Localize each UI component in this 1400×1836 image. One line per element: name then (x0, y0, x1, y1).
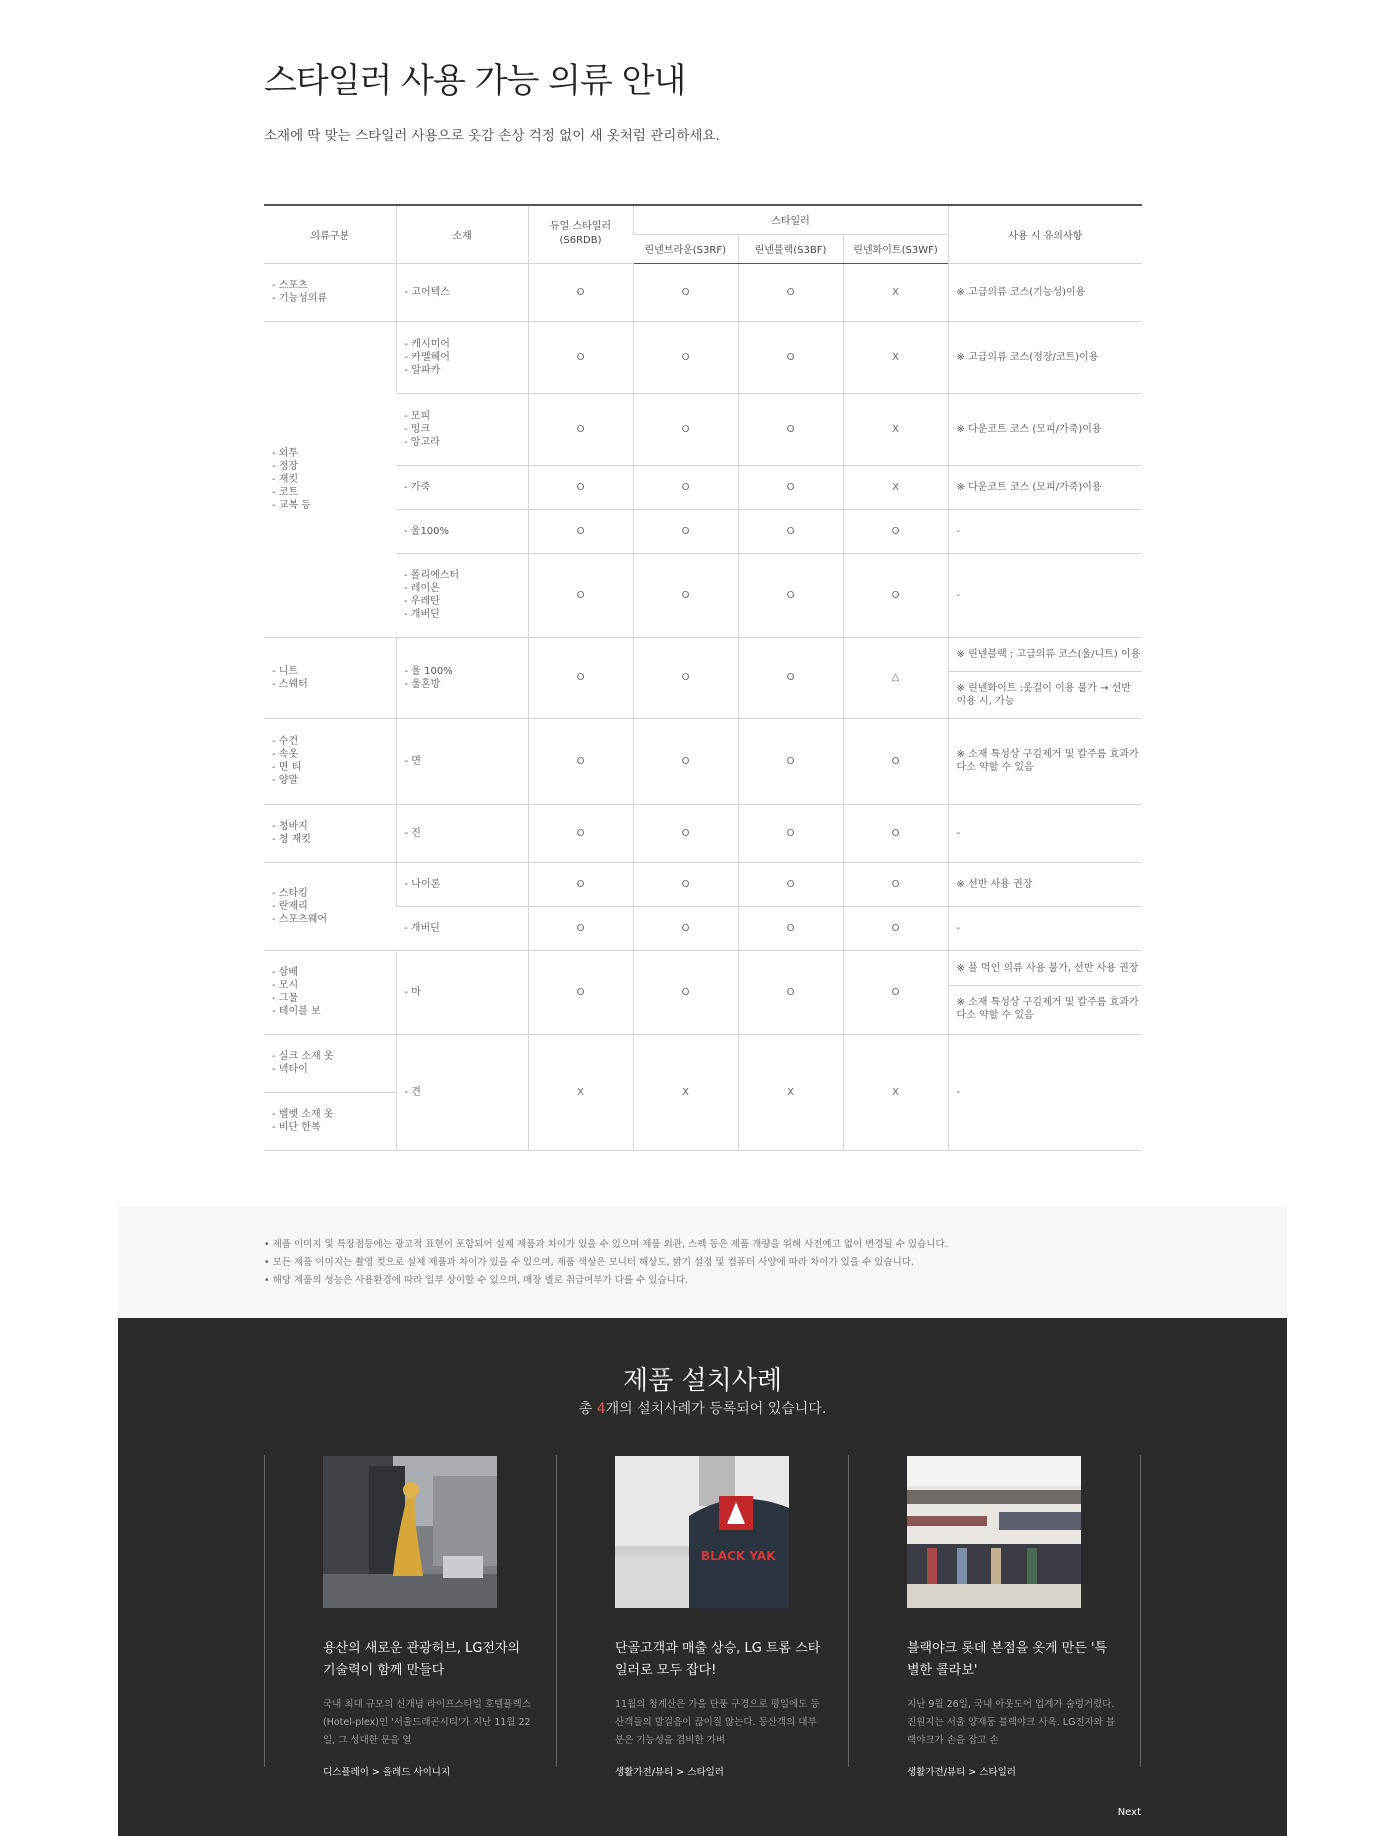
page-subtitle: 소재에 딱 맞는 스타일러 사용으로 옷감 손상 걱정 없이 새 옷처럼 관리하세요. (264, 128, 720, 144)
case-description: 국내 최대 규모의 신개념 라이프스타일 호텔플렉스(Hotel-plex)인 '서울드래곤시티'가 지난 11월 22일, 그 성대한 문을 열 (323, 1699, 531, 1746)
table-row (264, 263, 1142, 321)
compat-mark: O (738, 509, 843, 553)
compat-mark: O (633, 263, 738, 321)
case-title[interactable]: 용산의 새로운 관광허브, LG전자의 기술력이 함께 만들다 (323, 1641, 521, 1678)
compat-mark: O (738, 637, 843, 718)
disclaimer-line: • 모든 제품 이미지는 촬영 컷으로 실제 제품과 차이가 있을 수 있으며, 제품 색상은 모니터 해상도, 밝기 설정 및 컴퓨터 사양에 따라 차이가 있을 수 있습니다. (264, 1257, 914, 1268)
case-thumbnail-hotel[interactable] (323, 1456, 497, 1608)
table-row (264, 1034, 1142, 1150)
disclaimer-section (118, 1206, 1287, 1318)
page-title: 스타일러 사용 가능 의류 안내 (264, 61, 686, 101)
usage-note-cell: - (948, 804, 1142, 862)
divider (848, 1455, 849, 1767)
header-material: 소재 (396, 205, 528, 263)
compat-mark: X (843, 263, 948, 321)
compat-mark: △ (843, 637, 948, 718)
compat-mark: O (633, 804, 738, 862)
compat-mark: O (528, 263, 633, 321)
compat-mark: O (633, 718, 738, 804)
table-row (264, 393, 1142, 465)
compat-mark: O (843, 862, 948, 906)
compat-mark: O (633, 465, 738, 509)
usage-note-cell: - (948, 906, 1142, 950)
material-cell: - 모피 - 밍크 - 앙고라 (396, 393, 528, 465)
compat-mark: O (633, 862, 738, 906)
usage-note: ※ 린넨블랙 : 고급의류 코스(울/니트) 이용 (956, 648, 1141, 660)
compat-mark: O (633, 553, 738, 637)
material-cell: - 울100% (396, 509, 528, 553)
compat-mark: O (633, 906, 738, 950)
compat-mark: O (528, 862, 633, 906)
compat-mark: O (528, 465, 633, 509)
category-cell: - 청바지 - 청 재킷 (264, 804, 396, 862)
disclaimer-line: • 제품 이미지 및 특장점등에는 광고적 표현이 포함되어 실제 제품과 차이가 있을 수 있으며 제품 외관, 스펙 등은 제품 개량을 위해 사전예고 없이 변경될 수 있습니다. (264, 1239, 948, 1250)
usage-note-cell: ※ 선반 사용 권장 (948, 862, 1142, 906)
compat-mark: O (843, 804, 948, 862)
usage-note-cell: ※ 다운코트 코스 (모피/가죽)이용 (948, 465, 1142, 509)
cases-subtitle: 총 4개의 설치사례가 등록되어 있습니다. (578, 1401, 827, 1417)
header-linen-brown: 린넨브라운(S3RF) (633, 234, 738, 263)
category-cell: - 삼베 - 모시 - 그물 - 테이블 보 (264, 950, 396, 1034)
compat-mark: O (528, 906, 633, 950)
compat-mark: X (843, 465, 948, 509)
compat-mark: O (528, 553, 633, 637)
material-cell: - 진 (396, 804, 528, 862)
cases-title: 제품 설치사례 (623, 1366, 782, 1396)
divider (556, 1455, 557, 1767)
compat-mark: O (738, 321, 843, 393)
compat-mark: O (738, 393, 843, 465)
compat-mark: O (633, 950, 738, 1034)
compat-mark: O (843, 553, 948, 637)
material-cell: - 가죽 (396, 465, 528, 509)
divider (1140, 1455, 1141, 1767)
case-category-link[interactable]: 디스플레이 > 올레드 사이니지 (323, 1767, 451, 1778)
case-card[interactable] (907, 1456, 1117, 1778)
category-cell: - 실크 소재 옷 - 넥타이 - 벨벳 소재 옷 - 비단 한복 (264, 1034, 396, 1150)
svg-text:BLACK YAK: BLACK YAK (701, 1549, 776, 1563)
case-category-link[interactable]: 생활가전/뷰티 > 스타일러 (615, 1767, 724, 1778)
cases-count: 4 (596, 1401, 606, 1417)
material-cell: - 폴리에스터 - 레이온 - 우레탄 - 개버딘 (396, 553, 528, 637)
compat-mark: O (738, 906, 843, 950)
compat-mark: O (738, 804, 843, 862)
table-row (264, 509, 1142, 553)
table-row (264, 804, 1142, 862)
usage-note-cell: - (948, 1034, 1142, 1150)
compat-mark: O (528, 637, 633, 718)
case-description: 11월의 청계산은 가을 단풍 구경으로 평일에도 등산객들의 발걸음이 끊이질 않는다. 등산객의 대부분은 기능성을 겸비한 가벼 (615, 1699, 820, 1746)
compat-mark: O (738, 950, 843, 1034)
case-card[interactable] (615, 1456, 825, 1778)
material-cell: - 울 100% - 울혼방 (396, 637, 528, 718)
table-row (264, 321, 1142, 393)
usage-note-cell: ※ 다운코트 코스 (모피/가죽)이용 (948, 393, 1142, 465)
compat-mark: O (738, 465, 843, 509)
header-notes: 사용 시 유의사항 (948, 205, 1142, 263)
table-row (264, 862, 1142, 906)
table-row (264, 553, 1142, 637)
usage-note-cell: - (948, 509, 1142, 553)
case-title[interactable]: 단골고객과 매출 상승, LG 트롬 스타일러로 모두 잡다! (615, 1641, 821, 1678)
header-category: 의류구분 (264, 205, 396, 263)
compat-mark: O (528, 509, 633, 553)
table-body (264, 263, 1142, 1150)
material-cell: - 캐시미어 - 카멜헤어 - 알파카 (396, 321, 528, 393)
compat-mark: X (843, 393, 948, 465)
material-cell: - 마 (396, 950, 528, 1034)
material-cell: - 면 (396, 718, 528, 804)
case-card[interactable] (323, 1456, 533, 1778)
usage-note: ※ 린넨화이트 :옷걸이 이용 불가 → 선반 이용 시, 가능 (949, 671, 1143, 718)
case-thumbnail-store[interactable] (615, 1456, 789, 1608)
divider (264, 1455, 265, 1767)
header-styler: 스타일러 (633, 205, 948, 234)
material-cell: - 고어텍스 (396, 263, 528, 321)
compat-mark: O (738, 263, 843, 321)
case-category-link[interactable]: 생활가전/뷰티 > 스타일러 (907, 1767, 1016, 1778)
material-cell: - 개버딘 (396, 906, 528, 950)
material-cell: - 나이론 (396, 862, 528, 906)
usage-note: ※ 풀 먹인 의류 사용 불가, 선반 사용 권장 (956, 963, 1139, 974)
fabric-care-table (264, 204, 1142, 1151)
table-row (264, 718, 1142, 804)
compat-mark: O (738, 862, 843, 906)
compat-mark: O (843, 950, 948, 1034)
category-cell: - 스포츠 - 기능성의류 (264, 263, 396, 321)
compat-mark: X (528, 1034, 633, 1150)
usage-note-cell (948, 637, 1142, 718)
case-title[interactable]: 블랙야크 롯데 본점을 옷게 만든 '특별한 콜라보' (907, 1641, 1108, 1678)
table-row (264, 950, 1142, 1034)
intro-section (264, 58, 1144, 144)
compat-mark: O (633, 321, 738, 393)
material-cell: - 견 (396, 1034, 528, 1150)
compat-mark: O (528, 718, 633, 804)
category-cell: - 수건 - 속옷 - 면 티 - 양말 (264, 718, 396, 804)
compat-mark: X (843, 321, 948, 393)
disclaimer-line: • 해당 제품의 성능은 사용환경에 따라 일부 상이할 수 있으며, 매장 별로 취급여부가 다를 수 있습니다. (264, 1275, 689, 1286)
usage-note-cell: ※ 고급의류 코스(기능성)이용 (948, 263, 1142, 321)
compat-mark: O (528, 950, 633, 1034)
usage-note-cell: ※ 소재 특성상 구김제거 및 칼주름 효과가 다소 약할 수 있음 (948, 718, 1142, 804)
table-row (264, 465, 1142, 509)
compat-mark: O (633, 637, 738, 718)
case-thumbnail-showroom[interactable] (907, 1456, 1081, 1608)
compat-mark: O (843, 509, 948, 553)
header-linen-white: 린넨화이트(S3WF) (843, 234, 948, 263)
compat-mark: O (528, 393, 633, 465)
table-row (264, 906, 1142, 950)
compat-mark: X (738, 1034, 843, 1150)
next-button[interactable]: Next (1117, 1807, 1141, 1818)
compat-mark: O (633, 509, 738, 553)
usage-note: ※ 소재 특성상 구김제거 및 칼주름 효과가 다소 약할 수 있음 (949, 985, 1143, 1032)
compat-mark: X (633, 1034, 738, 1150)
usage-note-cell: ※ 고급의류 코스(정장/코트)이용 (948, 321, 1142, 393)
compat-mark: O (738, 718, 843, 804)
header-dual-styler: 듀얼 스타일러 (S6RDB) (528, 205, 633, 263)
compat-mark: O (528, 321, 633, 393)
compat-mark: O (843, 906, 948, 950)
case-description: 지난 9월 26일, 국내 아웃도어 업계가 술렁거렸다. 진원지는 서울 양재동 블랙야크 사옥. LG전자와 블랙야크가 손을 잡고 손 (907, 1699, 1116, 1746)
category-cell: - 스타킹 - 란제리 - 스포츠웨어 (264, 862, 396, 950)
compat-mark: O (528, 804, 633, 862)
category-cell: - 외투 - 정장 - 재킷 - 코트 - 교복 등 (264, 321, 396, 637)
installation-cases-section (118, 1318, 1287, 1836)
usage-note-cell (948, 950, 1142, 1034)
compat-mark: X (843, 1034, 948, 1150)
category-cell: - 니트 - 스웨터 (264, 637, 396, 718)
compat-mark: O (738, 553, 843, 637)
compat-mark: O (843, 718, 948, 804)
usage-note-cell: - (948, 553, 1142, 637)
table-row (264, 637, 1142, 718)
compat-mark: O (633, 393, 738, 465)
header-linen-black: 린넨블랙(S3BF) (738, 234, 843, 263)
